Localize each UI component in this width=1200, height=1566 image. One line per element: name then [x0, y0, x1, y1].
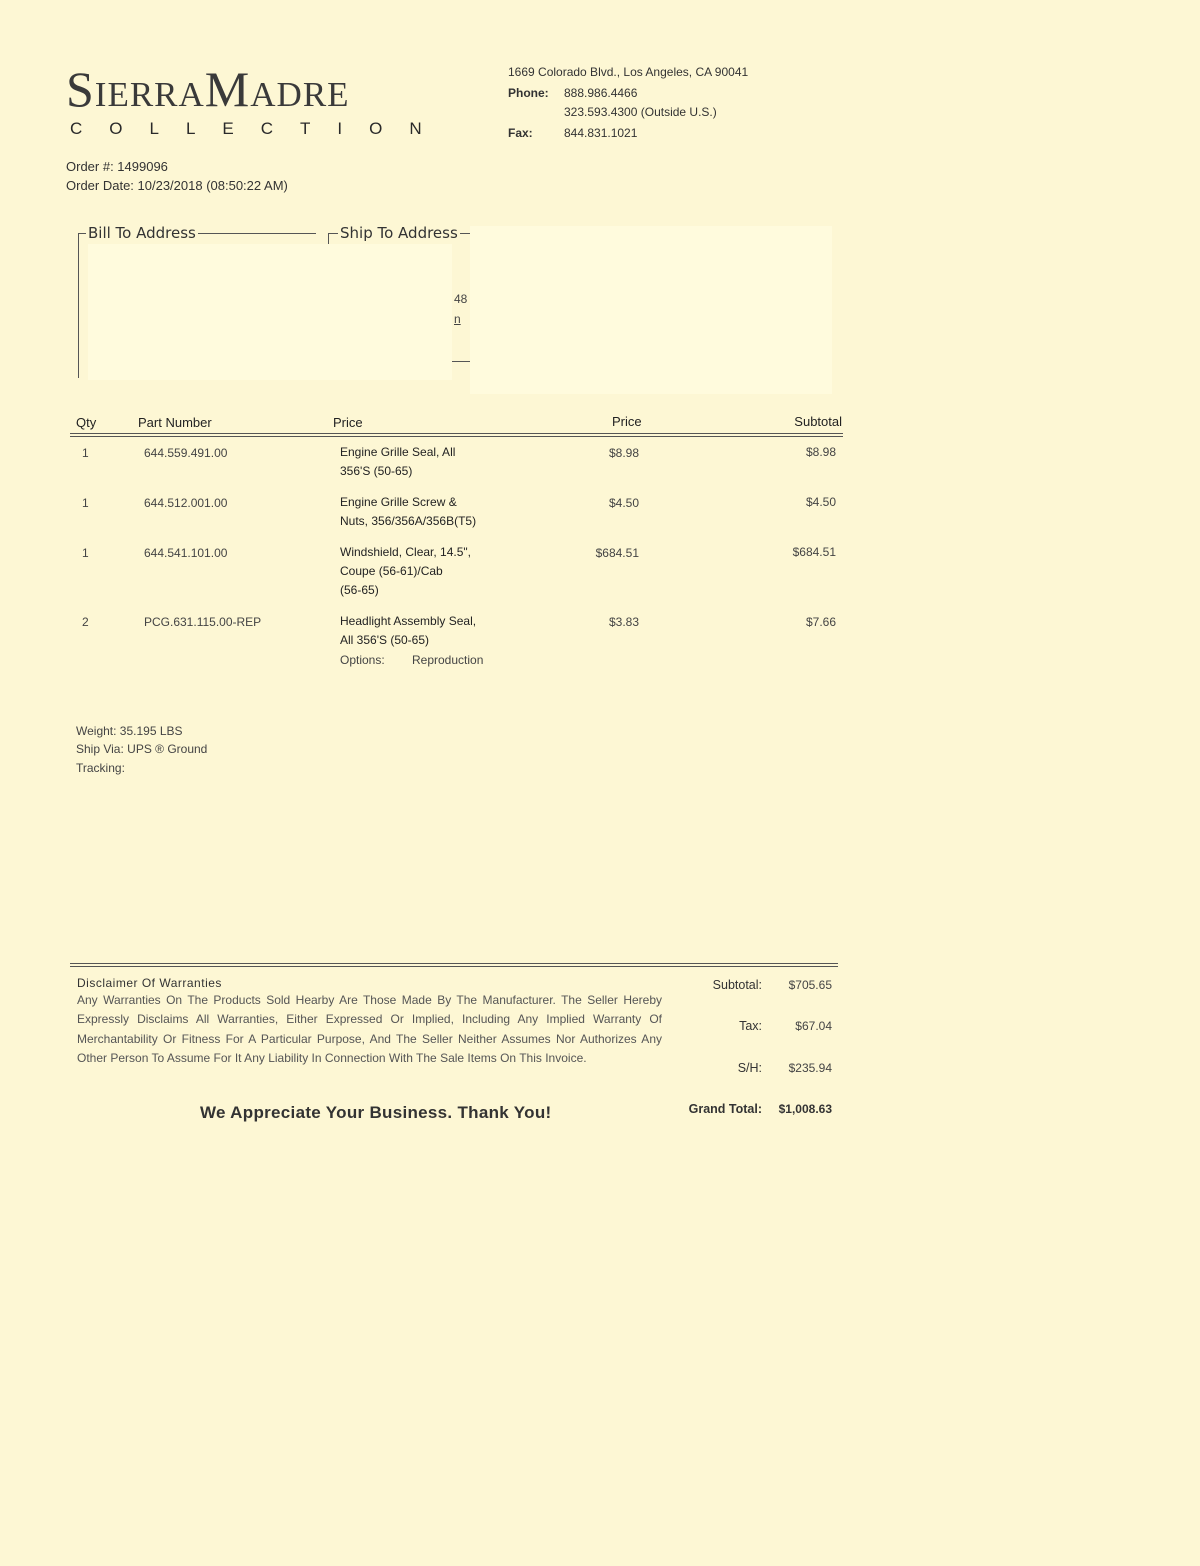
row-part-number: 644.559.491.00	[144, 446, 228, 460]
row-options-label: Options:	[340, 653, 385, 667]
bill-to-redaction	[88, 244, 452, 380]
thank-you-message: We Appreciate Your Business. Thank You!	[200, 1103, 552, 1122]
order-date: Order Date: 10/23/2018 (08:50:22 AM)	[66, 178, 288, 193]
row-qty: 1	[82, 496, 89, 510]
header-rule	[70, 433, 843, 434]
row-description: Engine Grille Screw & Nuts, 356/356A/356B(T5)	[340, 495, 477, 528]
row-price: $4.50	[608, 496, 639, 510]
fax-label: Fax:	[508, 126, 533, 140]
row-part-number: 644.512.001.00	[144, 496, 228, 510]
company-address: 1669 Colorado Blvd., Los Angeles, CA 90041	[508, 65, 749, 79]
company-logo-subtitle: COLLECTION	[70, 119, 449, 138]
phone-label: Phone:	[508, 86, 549, 100]
subtotal-value: $705.65	[788, 978, 832, 992]
row-qty: 1	[82, 446, 89, 460]
tax-value: $67.04	[795, 1019, 832, 1033]
row-description: Headlight Assembly Seal, All 356'S (50-65)	[340, 614, 477, 647]
row-description: Engine Grille Seal, All 356'S (50-65)	[340, 445, 456, 478]
disclaimer-body: Any Warranties On The Products Sold Hearby Are Those Made By The Manufacturer. The Seller Hereby Expressly Disclaims All Warranties, Either Expressed Or Implied, Including Any Implied Warranty Of Merchantability Or Fitness For A Particular Purpose, And The Seller Neither Assumes Nor Authorizes Any Other Person To Assume For It Any Liability In Connection With The Sale Items On This Invoice.	[77, 993, 662, 1065]
footer-rule	[70, 966, 838, 967]
disclaimer-title: Disclaimer Of Warranties	[77, 976, 222, 990]
phone-number: 888.986.4466	[564, 86, 638, 100]
row-description: Windshield, Clear, 14.5", Coupe (56-61)/Cab (56-65)	[340, 545, 471, 597]
row-subtotal: $4.50	[805, 495, 836, 509]
grand-total-label: Grand Total:	[688, 1102, 762, 1116]
shipping-handling-label: S/H:	[737, 1061, 762, 1075]
header-description: Price	[333, 415, 363, 430]
row-price: $8.98	[608, 446, 639, 460]
row-subtotal: $7.66	[805, 615, 836, 629]
tracking-label: Tracking:	[76, 761, 125, 775]
header-rule	[70, 436, 843, 437]
company-logo: SierraMadre	[66, 61, 350, 117]
header-subtotal: Subtotal	[794, 414, 842, 429]
row-price: $3.83	[608, 615, 639, 629]
row-subtotal: $8.98	[805, 445, 836, 459]
phone-number-alt: 323.593.4300 (Outside U.S.)	[564, 105, 717, 119]
address-fragment: n	[454, 312, 461, 326]
order-number: Order #: 1499096	[66, 159, 168, 174]
row-options-value: Reproduction	[412, 653, 484, 667]
row-qty: 2	[82, 615, 89, 629]
row-qty: 1	[82, 546, 89, 560]
tax-label: Tax:	[739, 1019, 762, 1033]
header-part-number: Part Number	[138, 415, 212, 430]
row-subtotal: $684.51	[792, 545, 836, 559]
row-part-number: 644.541.101.00	[144, 546, 228, 560]
row-part-number: PCG.631.115.00-REP	[144, 615, 262, 629]
shipping-handling-value: $235.94	[788, 1061, 832, 1075]
shipping-method: Ship Via: UPS ® Ground	[76, 742, 208, 756]
header-price: Price	[612, 414, 642, 429]
fax-number: 844.831.1021	[564, 126, 638, 140]
grand-total-value: $1,008.63	[778, 1102, 832, 1116]
bill-to-label: Bill To Address	[88, 224, 196, 242]
subtotal-label: Subtotal:	[712, 978, 762, 992]
address-fragment: 48	[454, 292, 468, 306]
bill-to-border-left	[78, 233, 79, 378]
header-qty: Qty	[76, 415, 97, 430]
row-price: $684.51	[595, 546, 639, 560]
ship-to-label: Ship To Address	[340, 224, 458, 242]
footer-rule	[70, 963, 838, 964]
shipping-weight: Weight: 35.195 LBS	[76, 724, 183, 738]
ship-to-redaction	[470, 226, 832, 394]
